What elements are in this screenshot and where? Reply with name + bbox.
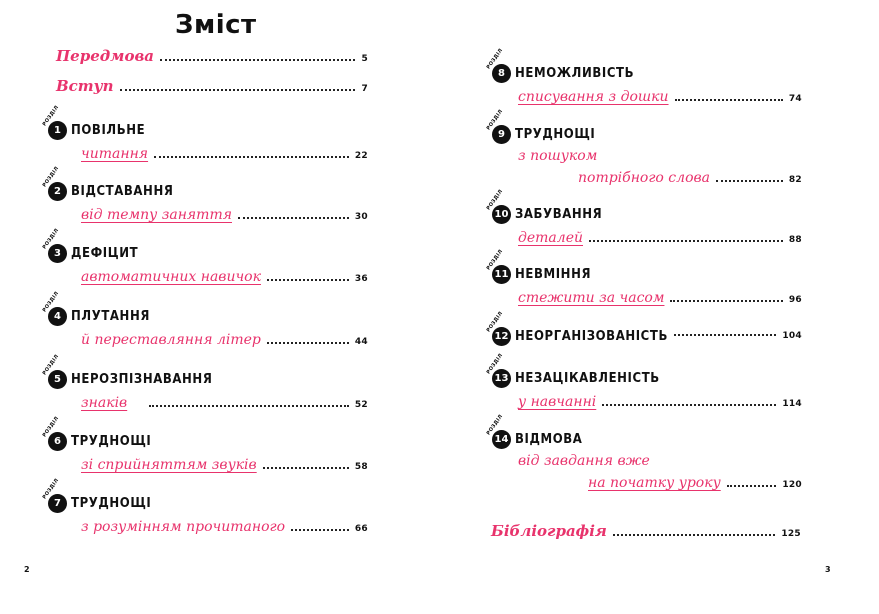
chapter-number-badge: РОЗДІЛ 3 (48, 244, 67, 263)
entry-page: 88 (788, 235, 802, 245)
chapter-number-badge: РОЗДІЛ 5 (48, 370, 67, 389)
entry-page: 7 (361, 84, 368, 94)
right-page-number: 3 (825, 565, 831, 574)
dot-leaders (602, 404, 776, 406)
left-page-number: 2 (24, 565, 30, 574)
entry-page: 120 (782, 480, 802, 490)
toc-entry-bibliography[interactable] (491, 522, 801, 540)
dot-leaders (267, 342, 349, 344)
entry-page: 114 (782, 399, 802, 409)
dot-leaders (670, 300, 782, 302)
chapter-title: ВІДСТАВАННЯ (71, 183, 174, 199)
entry-page: 66 (354, 524, 368, 534)
entry-label: Бібліографія (491, 522, 607, 540)
toc-entry-chapter-6[interactable] (41, 415, 368, 473)
chapter-title: ЗАБУВАННЯ (515, 206, 603, 222)
chapter-subtitle: деталей (518, 230, 583, 246)
chapter-number-badge: РОЗДІЛ 7 (48, 494, 67, 513)
entry-page: 36 (354, 274, 368, 284)
chapter-subtitle-line-2: на початку уроку (588, 475, 721, 491)
dot-leaders (267, 279, 349, 281)
chapter-number-badge: РОЗДІЛ 11 (492, 265, 511, 284)
chapter-subtitle-line-2: потрібного слова (578, 170, 710, 186)
dot-leaders (149, 405, 349, 407)
chapter-number-badge: РОЗДІЛ 12 (492, 327, 511, 346)
chapter-subtitle: з розумінням прочитаного (81, 519, 285, 535)
dot-leaders (613, 534, 775, 536)
chapter-number-badge: РОЗДІЛ 4 (48, 307, 67, 326)
chapter-subtitle: зі сприйняттям звуків (81, 457, 257, 473)
dot-leaders (589, 240, 783, 242)
chapter-subtitle: стежити за часом (518, 290, 665, 306)
chapter-title: ПЛУТАННЯ (71, 308, 150, 324)
dot-leaders (291, 529, 349, 531)
toc-entry-preface[interactable] (56, 47, 368, 65)
toc-entry-chapter-3[interactable] (41, 227, 368, 285)
toc-entry-chapter-10[interactable] (485, 188, 802, 246)
toc-entry-chapter-4[interactable] (41, 290, 368, 348)
entry-page: 104 (782, 330, 802, 341)
chapter-title: ТРУДНОЩІ (515, 126, 596, 142)
entry-page: 5 (361, 54, 368, 64)
chapter-subtitle: читання (81, 146, 149, 162)
dot-leaders (716, 180, 783, 182)
entry-label: Передмова (56, 47, 155, 65)
dot-leaders (263, 467, 349, 469)
chapter-title: ДЕФІЦИТ (71, 245, 139, 261)
toc-entry-chapter-1[interactable] (41, 104, 368, 162)
chapter-subtitle-line-1: з пошуком (518, 148, 598, 164)
dot-leaders (727, 485, 777, 487)
chapter-subtitle: автоматичних навичок (81, 269, 261, 285)
chapter-subtitle: знаків (81, 395, 128, 411)
toc-entry-chapter-12[interactable] (485, 310, 802, 346)
chapter-number-badge: РОЗДІЛ 14 (492, 430, 511, 449)
chapter-title: НЕРОЗПІЗНАВАННЯ (71, 371, 213, 387)
toc-entry-chapter-5[interactable] (41, 353, 368, 411)
chapter-number-badge: РОЗДІЛ 13 (492, 369, 511, 388)
toc-entry-chapter-11[interactable] (485, 248, 802, 306)
dot-leaders (675, 99, 783, 101)
chapter-number-badge: РОЗДІЛ 9 (492, 125, 511, 144)
toc-entry-chapter-13[interactable] (485, 352, 802, 410)
toc-entry-chapter-7[interactable] (41, 477, 368, 535)
chapter-number-badge: РОЗДІЛ 10 (492, 205, 511, 224)
chapter-subtitle-line-1: від завдання вже (518, 453, 650, 469)
entry-page: 125 (781, 529, 801, 539)
chapter-number-badge: РОЗДІЛ 2 (48, 182, 67, 201)
toc-entry-chapter-9[interactable] (485, 108, 802, 186)
chapter-title: ТРУДНОЩІ (71, 433, 152, 449)
chapter-title: ТРУДНОЩІ (71, 495, 152, 511)
toc-entry-chapter-8[interactable] (485, 47, 802, 105)
dot-leaders (238, 217, 349, 219)
chapter-number-badge: РОЗДІЛ 1 (48, 121, 67, 140)
dot-leaders (154, 156, 349, 158)
entry-page: 82 (788, 175, 802, 185)
chapter-title: НЕВМІННЯ (515, 266, 592, 282)
entry-page: 30 (354, 212, 368, 222)
entry-page: 96 (788, 295, 802, 305)
chapter-title: НЕОРГАНІЗОВАНІСТЬ (515, 328, 668, 344)
entry-page: 22 (354, 151, 368, 161)
dot-leaders (674, 334, 776, 336)
chapter-title: НЕМОЖЛИВІСТЬ (515, 65, 635, 81)
chapter-title: НЕЗАЦІКАВЛЕНІСТЬ (515, 370, 660, 386)
chapter-title: ВІДМОВА (515, 431, 583, 447)
chapter-subtitle: від темпу заняття (81, 207, 232, 223)
toc-entry-introduction[interactable] (56, 77, 368, 95)
chapter-subtitle: у навчанні (518, 394, 597, 410)
entry-page: 44 (354, 337, 368, 347)
toc-entry-chapter-14[interactable] (485, 413, 802, 491)
chapter-subtitle: й переставляння літер (81, 332, 261, 348)
chapter-subtitle: списування з дошки (518, 89, 669, 105)
dot-leaders (120, 89, 356, 91)
toc-title: Зміст (175, 10, 257, 40)
entry-label: Вступ (56, 77, 114, 95)
chapter-title: ПОВІЛЬНЕ (71, 122, 146, 138)
toc-entry-chapter-2[interactable] (41, 165, 368, 223)
entry-page: 52 (354, 400, 368, 410)
dot-leaders (160, 59, 355, 61)
chapter-number-badge: РОЗДІЛ 6 (48, 432, 67, 451)
entry-page: 74 (788, 94, 802, 104)
chapter-number-badge: РОЗДІЛ 8 (492, 64, 511, 83)
entry-page: 58 (354, 462, 368, 472)
